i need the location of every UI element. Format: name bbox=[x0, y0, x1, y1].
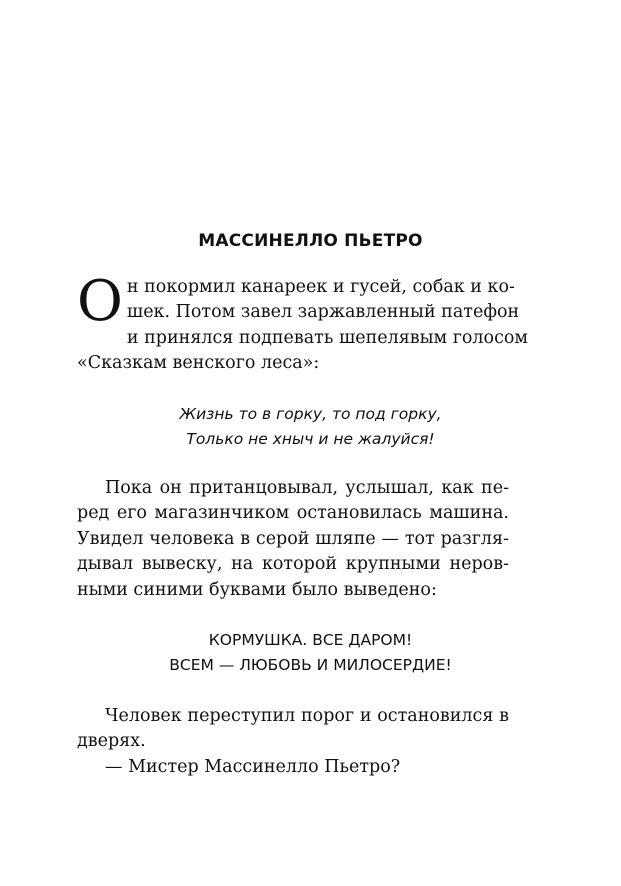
text-line: ред его магазинчиком остановилась машина. bbox=[77, 503, 509, 524]
verse-line: Жизнь то в горку, то под горку, bbox=[179, 405, 442, 423]
text-line: шек. Потом завел заржавленный патефон bbox=[126, 302, 520, 323]
verse-block bbox=[0, 402, 621, 452]
verse-line: Только не хныч и не жалуйся! bbox=[186, 430, 435, 448]
text-line: и принялся подпевать шепелявым голосом bbox=[126, 327, 529, 348]
text-line: «Сказкам венского леса»: bbox=[77, 353, 320, 374]
drop-cap: О bbox=[77, 269, 123, 334]
sign-line: КОРМУШКА. ВСЕ ДАРОМ! bbox=[208, 631, 413, 649]
paragraph-1 bbox=[77, 269, 529, 377]
text-line: Пока он пританцовывал, услышал, как пе- bbox=[105, 478, 509, 498]
text-line: Увидел человека в серой шляпе — тот разгля- bbox=[77, 528, 509, 549]
text-line: ными синими буквами было выведено: bbox=[77, 579, 437, 600]
paragraph-2 bbox=[77, 476, 509, 603]
sign-block bbox=[0, 628, 621, 678]
text-line: дывал вывеску, на которой крупными неров- bbox=[77, 554, 509, 575]
text-line: н покормил канареек и гусей, собак и ко- bbox=[126, 277, 515, 297]
text-line: Человек переступил порог и остановился в bbox=[105, 706, 509, 726]
sign-line: ВСЕМ — ЛЮБОВЬ И МИЛОСЕРДИЕ! bbox=[169, 656, 452, 674]
chapter-title: МАССИНЕЛЛО ПЬЕТРО bbox=[198, 231, 423, 251]
text-line: дверях. bbox=[77, 731, 146, 752]
paragraph-3 bbox=[77, 704, 509, 780]
dialogue-line: — Мистер Массинелло Пьетро? bbox=[105, 756, 401, 777]
